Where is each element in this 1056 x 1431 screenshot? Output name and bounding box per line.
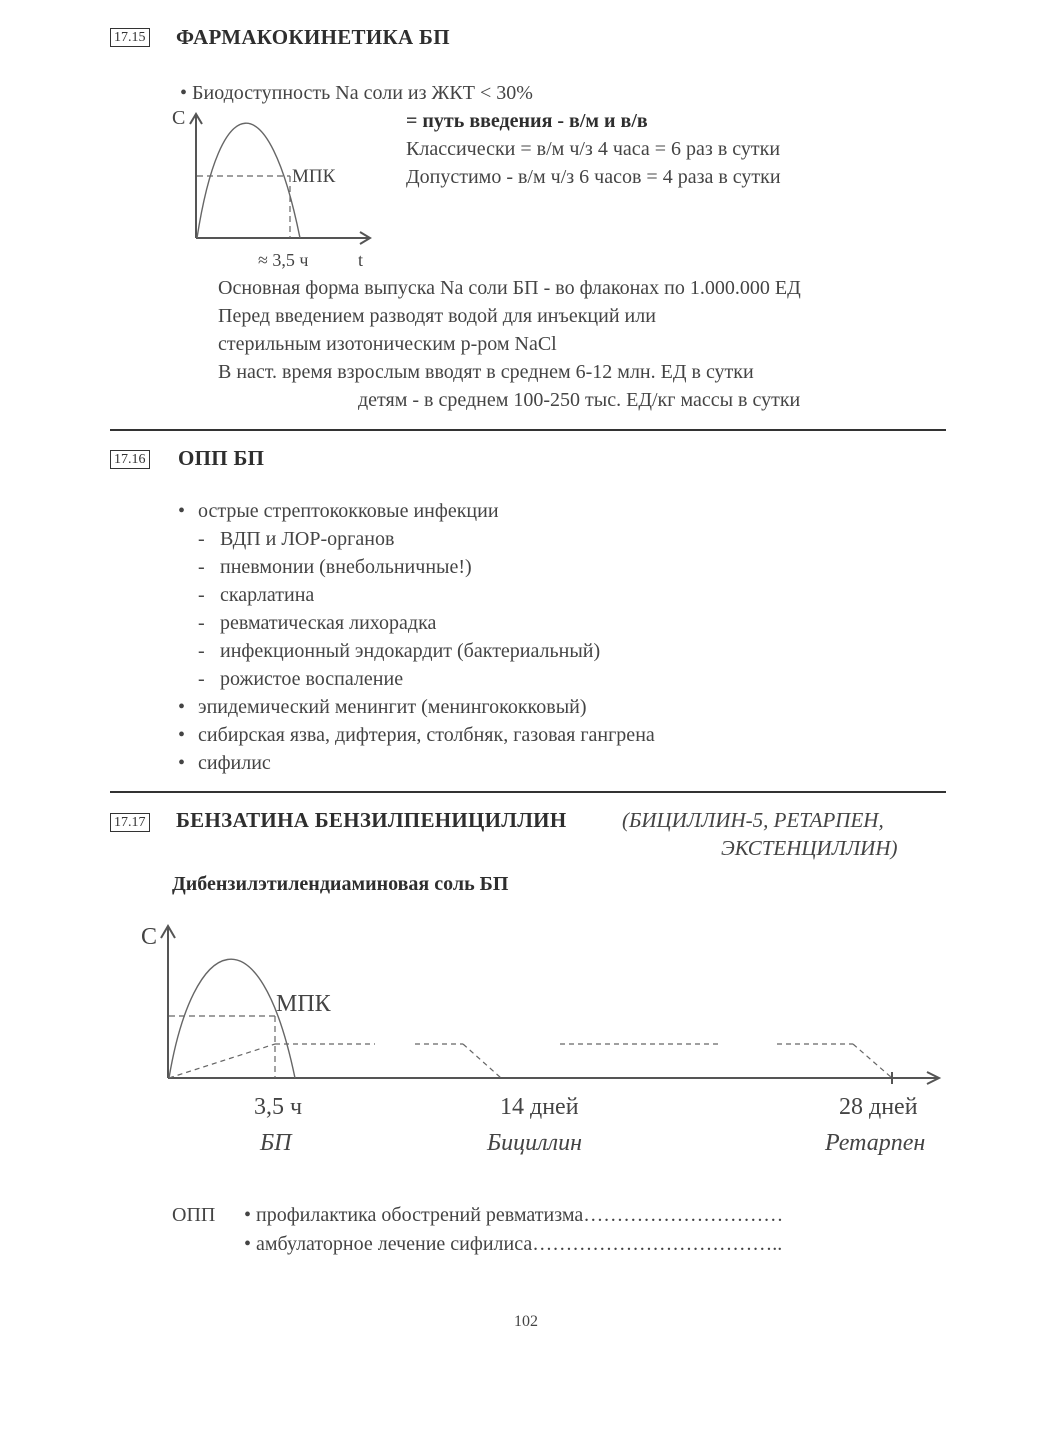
sub-list-item bbox=[178, 553, 655, 581]
trade-names-line-2: ЭКСТЕНЦИЛЛИН) bbox=[721, 836, 898, 860]
divider bbox=[110, 791, 946, 793]
list-item-text: острые стрептококковые инфекции bbox=[198, 500, 499, 522]
dash-icon: - bbox=[198, 668, 205, 690]
list-item-text: инфекционный эндокардит (бактериальный) bbox=[220, 640, 601, 662]
release-form-text: Основная форма выпуска Na соли БП - во флаконах по 1.000.000 ЕД bbox=[218, 277, 801, 299]
page-number: 102 bbox=[514, 1313, 538, 1330]
section-title: ОПП БП bbox=[178, 446, 265, 470]
opp-label: ОПП bbox=[172, 1204, 216, 1226]
section-number: 17.15 bbox=[110, 28, 150, 47]
bullet-icon: • bbox=[178, 500, 186, 522]
allowed-dosing-text: Допустимо - в/м ч/з 6 часов = 4 раза в сутки bbox=[406, 166, 781, 188]
list-item-text: пневмонии (внебольничные!) bbox=[220, 556, 472, 578]
x-axis-label: t bbox=[358, 250, 364, 270]
section-title: БЕНЗАТИНА БЕНЗИЛПЕНИЦИЛЛИН bbox=[176, 808, 567, 832]
sub-list-item bbox=[178, 637, 655, 665]
drug-label-bp: БП bbox=[260, 1130, 292, 1156]
list-item-text: сифилис bbox=[198, 752, 271, 774]
y-axis-label: C bbox=[172, 107, 186, 129]
bicillin-decline bbox=[463, 1044, 501, 1078]
bp-curve bbox=[169, 959, 295, 1078]
dash-icon: - bbox=[198, 556, 205, 578]
section-title: ФАРМАКОКИНЕТИКА БП bbox=[176, 25, 450, 49]
dash-icon: - bbox=[198, 584, 205, 606]
classic-dosing-text: Классически = в/м ч/з 4 часа = 6 раз в сутки bbox=[406, 138, 781, 160]
sub-list-item bbox=[178, 581, 655, 609]
y-axis-label: C bbox=[141, 924, 158, 950]
pk-graph-large bbox=[135, 915, 950, 1165]
dilution-text-2: стерильным изотоническим р-ром NaCl bbox=[218, 333, 557, 355]
list-item-text: ревматическая лихорадка bbox=[220, 612, 437, 634]
pk-graph-small bbox=[170, 100, 400, 275]
sub-list-item bbox=[178, 609, 655, 637]
mpk-label: МПК bbox=[276, 991, 331, 1017]
child-dose-text: детям - в среднем 100-250 тыс. ЕД/кг массы в сутки bbox=[358, 389, 801, 411]
bullet-icon: • bbox=[178, 752, 186, 774]
opp-item-1: • профилактика обострений ревматизма………………………… bbox=[244, 1204, 784, 1226]
list-item-text: скарлатина bbox=[220, 584, 315, 606]
list-item-text: рожистое воспаление bbox=[220, 668, 404, 690]
list-item-text: ВДП и ЛОР-органов bbox=[220, 528, 395, 550]
trade-names-line-1: (БИЦИЛЛИН-5, РЕТАРПЕН, bbox=[622, 808, 884, 832]
concentration-curve bbox=[197, 123, 300, 238]
mpk-label: МПК bbox=[292, 166, 336, 187]
salt-subtitle: Дибензилэтилендиаминовая соль БП bbox=[172, 873, 509, 895]
section-number: 17.17 bbox=[110, 813, 150, 832]
dash-icon: - bbox=[198, 640, 205, 662]
divider bbox=[110, 429, 946, 431]
opp-item-2: • амбулаторное лечение сифилиса……………………………….. bbox=[244, 1233, 783, 1255]
drug-label-bicillin: Бициллин bbox=[487, 1130, 582, 1156]
dash-icon: - bbox=[198, 528, 205, 550]
list-item bbox=[178, 693, 655, 721]
x-tick-label: ≈ 3,5 ч bbox=[258, 250, 309, 270]
route-text: = путь введения - в/м и в/в bbox=[406, 110, 648, 132]
sub-list-item bbox=[178, 665, 655, 693]
x-label-14-days: 14 дней bbox=[500, 1094, 579, 1120]
section-number: 17.16 bbox=[110, 450, 150, 469]
drug-label-retarpen: Ретарпен bbox=[825, 1130, 926, 1156]
list-item bbox=[178, 721, 655, 749]
list-item bbox=[178, 749, 655, 777]
bullet-icon: • bbox=[178, 724, 186, 746]
bioavailability-text: • Биодоступность Na соли из ЖКТ < 30% bbox=[180, 82, 533, 104]
bullet-icon: • bbox=[178, 696, 186, 718]
bicillin-rise bbox=[169, 1044, 275, 1078]
list-item-text: сибирская язва, дифтерия, столбняк, газовая гангрена bbox=[198, 724, 655, 746]
adult-dose-text: В наст. время взрослым вводят в среднем 6-12 млн. ЕД в сутки bbox=[218, 361, 754, 383]
dash-icon: - bbox=[198, 612, 205, 634]
dilution-text-1: Перед введением разводят водой для инъекций или bbox=[218, 305, 656, 327]
x-label-28-days: 28 дней bbox=[839, 1094, 918, 1120]
list-item-text: эпидемический менингит (менингококковый) bbox=[198, 696, 587, 718]
sub-list-item bbox=[178, 525, 655, 553]
x-label-3-5h: 3,5 ч bbox=[254, 1094, 303, 1120]
indications-list bbox=[178, 497, 655, 777]
retarpen-decline bbox=[853, 1044, 892, 1078]
list-item bbox=[178, 497, 655, 525]
